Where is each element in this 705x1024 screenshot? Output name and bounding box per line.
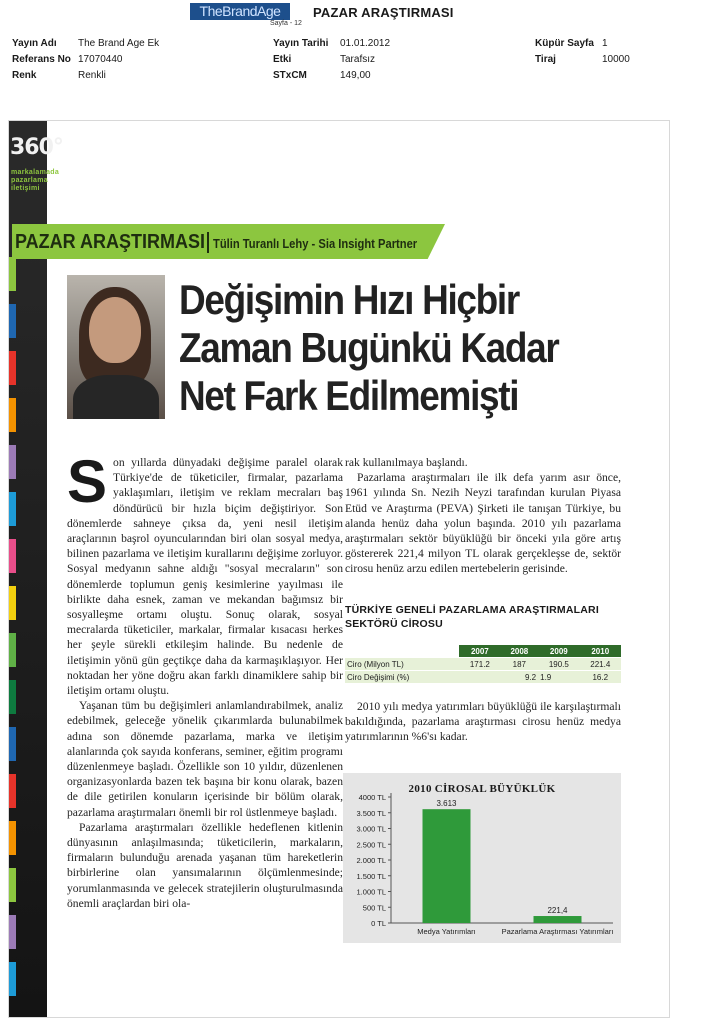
color-block — [9, 539, 16, 573]
headline-line-2: Zaman Bugünkü Kadar — [179, 324, 559, 371]
table-year: 2009 — [538, 645, 579, 658]
table-cell: 171.2 — [459, 658, 500, 671]
section-name: PAZAR ARAŞTIRMASI — [15, 231, 205, 253]
meta-value-stxcm: 149,00 — [340, 70, 371, 81]
y-tick-label: 500 TL — [362, 903, 386, 913]
y-tick-label: 0 TL — [371, 919, 386, 928]
y-tick-label: 2.500 TL — [356, 840, 386, 850]
y-tick-label: 1.000 TL — [356, 887, 386, 897]
table-year: 2008 — [501, 645, 539, 658]
author-photo — [67, 275, 165, 419]
color-block — [9, 727, 16, 761]
y-tick-label: 3.500 TL — [356, 808, 386, 818]
article-paragraph: Yaşanan tüm bu değişimleri anlamlandırabilmek, analiz edebilmek, geleceğe yönelik çıkarımlarda bulunabilmek adına son dönemde pazarlama, marka ve iletişim alanlarında çok sayıda konferans, seminer, eğitim programı düzenlenmeye başladı. Özellikle son 10 yıldır, düzenlenen organizasyonlarda bazen tek başına bir konu olarak, bazen de dile getirilen konuların içerisinde bir bölüm olarak, pazarlama araştırmaları önemli bir rol üstlenmeye başladı. — [67, 699, 343, 819]
x-category-label: Medya Yatırımları — [417, 927, 476, 936]
table-row — [345, 671, 621, 684]
y-tick-label: 1.500 TL — [356, 871, 386, 881]
bar-value-label: 221,4 — [547, 906, 568, 916]
meta-label-yayin-adi: Yayın Adı — [12, 38, 57, 49]
table-row-label: Ciro Değişimi (%) — [345, 671, 459, 684]
meta-value-referans-no: 17070440 — [78, 54, 123, 65]
article-paragraph: rak kullanılmaya başlandı. — [345, 456, 468, 469]
color-block — [9, 398, 16, 432]
drop-cap: S — [67, 448, 108, 515]
table-year: 2010 — [580, 645, 621, 658]
color-block — [9, 774, 16, 808]
y-tick-label: 2.000 TL — [356, 856, 386, 865]
meta-label-tiraj: Tiraj — [535, 54, 556, 65]
logo-sub-line-2: pazarlama — [11, 177, 48, 184]
meta-value-kupur-sayfa: 1 — [602, 38, 608, 49]
table-header-row — [345, 645, 621, 658]
y-tick-label: 3.000 TL — [356, 824, 386, 834]
meta-value-renk: Renkli — [78, 70, 106, 81]
table-cell: 16.2 — [580, 671, 621, 684]
article-paragraph: Son yıllarda dünyadaki değişime paralel olarak Türkiye'de de tüketiciler, firmalar, pazarlama yaklaşımları, iletişim ve reklam mecraları baş döndürücü bir hızla biçim değiştiriyor. Son dönemlerde sahneye çıksa da, yeni nesil iletişim araçlarının başrol oyuncularından biri olan sosyal medya, bilinen pazarlama ve iletişim kurallarını değişime zorluyor. Sosyal medyanın sahne aldığı "sosyal mecraların" son dönemlerde toplumun geniş kesimlerine yayılması ile birlikte daha esnek, zaman ve mekandan bağımsız bir sosyalleşme ortamı oluştu. Sonuç olarak, sosyal mecralarda tüketiciler, markalar, firmalar kısacası herkes her şeyle sürekli etkileşim halinde. Bu nedenle de iletişimin yönü gün geçtikçe daha da karmaşıklaşıyor. Her noktadan her yöne doğru akan farklı dinamiklere sahip bir iletişim ortamı oluştu. — [67, 448, 343, 698]
table-cell: 187 — [501, 658, 539, 671]
color-block — [9, 633, 16, 667]
color-block — [9, 821, 16, 855]
color-block — [9, 304, 16, 338]
section-author: Tülin Turanlı Lehy - Sia Insight Partner — [213, 236, 418, 251]
article-column-right — [345, 455, 621, 577]
meta-label-kupur-sayfa: Küpür Sayfa — [535, 38, 594, 49]
meta-value-etki: Tarafsız — [340, 54, 376, 65]
table-title: TÜRKİYE GENELİ PAZARLAMA ARAŞTIRMALARI SEKTÖRÜ CİROSU — [345, 604, 599, 630]
article-paragraph: 2010 yılı medya yatırımları büyüklüğü ile karşılaştırmalı bakıldığında, pazarlama araştırması cirosu henüz medya yatırımlarının %6'sı kadar. — [345, 700, 621, 744]
color-block — [9, 351, 16, 385]
table-row — [345, 658, 621, 671]
meta-label-etki: Etki — [273, 54, 292, 65]
revenue-chart — [343, 773, 621, 943]
table-row-label: Ciro (Milyon TL) — [345, 658, 459, 671]
article-column-left — [67, 448, 343, 911]
clipping-title: PAZAR ARAŞTIRMASI — [313, 5, 454, 20]
color-block — [9, 257, 16, 291]
color-block — [9, 868, 16, 902]
headline-line-1: Değişimin Hızı Hiçbir — [179, 276, 519, 323]
logo-360: 360° — [10, 135, 63, 160]
meta-label-renk: Renk — [12, 70, 37, 81]
table-cell: 9.2 — [459, 671, 538, 684]
color-block — [9, 445, 16, 479]
magazine-page — [8, 120, 670, 1018]
color-block — [9, 586, 16, 620]
table-cell: 190.5 — [538, 658, 579, 671]
meta-label-yayin-tarihi: Yayın Tarihi — [273, 38, 329, 49]
table-cell: 1.9 — [538, 671, 579, 684]
article-paragraph: Pazarlama araştırmaları ile ilk defa yarım asır önce, 1961 yılında Sn. Nezih Neyzi tarafından kurulan Piyasa Etüd ve Araştırma (PEVA) Şirketi ile tanışan Türkiye, bu alanda henüz daha yolun başında. 2010 yılı pazarlama araştırmaları sektör büyüklüğü bir önceki yıla göre artış göstererek 221,4 milyon TL olarak gerçekleşse de, sektör cirosu henüz arzu edilen mertebelerin gerisinde. — [345, 471, 621, 576]
page-label: Sayfa - 12 — [270, 20, 302, 27]
color-block — [9, 962, 16, 996]
color-block — [9, 915, 16, 949]
chart-canvas — [343, 773, 621, 943]
logo-sub-line-3: iletişimi — [11, 185, 40, 192]
y-tick-label: 4000 TL — [358, 793, 386, 802]
chart-title: 2010 CİROSAL BÜYÜKLÜK — [408, 783, 556, 795]
logo-sub-line-1: markalamada — [11, 169, 60, 176]
bar-value-label: 3.613 — [436, 799, 457, 809]
brand-age-logo: TheBrandAge — [190, 3, 290, 20]
table-corner — [345, 645, 459, 658]
meta-label-stxcm: STxCM — [273, 70, 307, 81]
revenue-table — [345, 645, 621, 683]
meta-value-yayin-tarihi: 01.01.2012 — [340, 38, 391, 49]
chart-bar — [534, 916, 582, 923]
headline-line-3: Net Fark Edilmemişti — [179, 372, 519, 419]
section-divider — [207, 232, 209, 253]
article-paragraph: Pazarlama araştırmaları özellikle hedeflenen kitlenin dünyasının anlaşılmasında; tüketicilerin, markaların, firmaların bulunduğu arenada yaşanan tüm hareketlerin birbirlerine olan yansımalarının ölçümlenmesinde; yorumlanmasında ve gelecek stratejilerin oluşturulmasında önemli araçlardan biri ola- — [67, 820, 343, 910]
chart-bar — [423, 809, 471, 923]
table-cell: 221.4 — [580, 658, 621, 671]
table-year: 2007 — [459, 645, 500, 658]
meta-value-tiraj: 10000 — [602, 54, 630, 65]
color-block — [9, 492, 16, 526]
x-category-label: Pazarlama Araştırması Yatırımları — [501, 927, 614, 936]
meta-value-yayin-adi: The Brand Age Ek — [78, 38, 160, 49]
meta-label-referans-no: Referans No — [12, 54, 71, 65]
color-block — [9, 680, 16, 714]
